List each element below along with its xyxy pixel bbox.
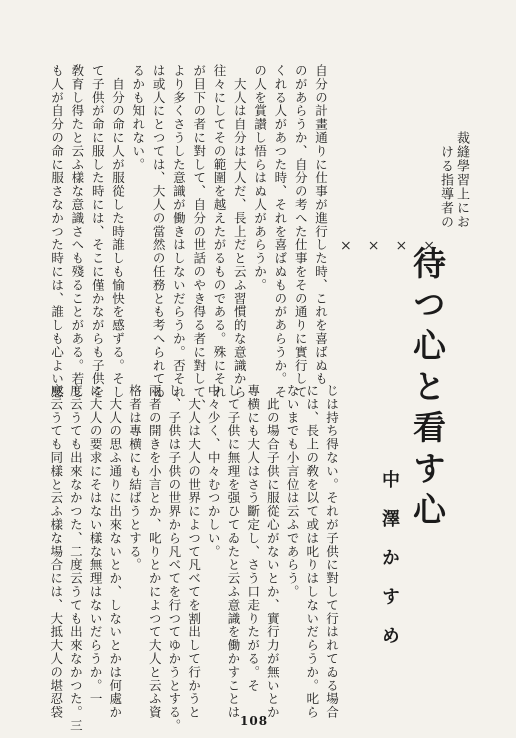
upper-column-4: の人を賞讃し悟らはぬ人があらうか。 xyxy=(252,64,268,292)
lower-column-3: ないまでも小言位は云ふであらう。 xyxy=(285,384,301,599)
upper-column-2: のがあらうか、自分の考へた仕事をその通りに實行して xyxy=(293,64,309,399)
article-title: 待つ心と看す心 xyxy=(408,246,447,533)
subtitle-line-1: 裁縫學習上にお xyxy=(454,131,469,229)
lower-column-2: には、長上の敎を以て或は叱りはしないだらうか。叱ら xyxy=(304,384,320,719)
lower-column-6: して子供に無理を强ひてゐたと云ふ意識を働かすことは xyxy=(226,384,241,719)
lower-column-10: 兩者の開きを小言とか、叱りとかによつて大人と云ふ資 xyxy=(147,384,163,719)
upper-column-3: くれる人があつた時、それを喜ばぬものがあらうか。そ xyxy=(272,64,288,399)
lower-column-14: 度云うても出來なかつた、二度云うても出來なかつた。三 xyxy=(68,384,84,733)
lower-column-7: 中々少く、中々むつかしい。 xyxy=(206,384,222,559)
lower-column-11: 格者は專横にも結ばうとする。 xyxy=(127,384,143,572)
upper-column-11: 自分の命に人が服從した時誰しも愉快を感ずる。そし xyxy=(110,64,126,399)
article-author: 中澤かすめ xyxy=(379,470,400,665)
upper-column-7: が目下の者に對して、自分の世話のやき得る者に對して、 xyxy=(191,64,207,413)
upper-column-6: 往々にしてその範圍を越えたがるものである。殊にそれ xyxy=(212,64,227,399)
lower-column-9: し、子供は子供の世界から凡べてを行つてゆかうとする。 xyxy=(166,384,182,733)
upper-column-8: より多くさうした意識が働きはしないだらうか。否それ xyxy=(171,64,187,399)
section-separator-marks: ×××× xyxy=(340,238,451,254)
lower-column-1: じは持ち得ない。それが子供に對して行はれてゐる場合 xyxy=(324,384,340,719)
page-number: 108 xyxy=(240,714,269,728)
lower-column-13: に大人の要求にそはない樣な無理はないだらうか。一 xyxy=(88,384,104,706)
lower-column-15: 度云うても同樣と云ふ樣な場合には、大抵大人の堪忍袋 xyxy=(48,384,64,719)
lower-column-4: 此の場合子供に服從心がないとか、實行力が無いとか xyxy=(265,384,281,719)
lower-column-12: 大人の思ふ通りに出來ないとか、しないとかは何處か xyxy=(107,384,123,719)
upper-column-5: 大人は自分は大人だ、長上だと云ふ習慣的な意識から xyxy=(232,64,248,399)
upper-column-14: も人が自分の命に服さなかつた時には、誰しも心よい感 xyxy=(49,64,65,399)
upper-column-13: 敎育し得たと云ふ樣な意識さへも殘ることがある。若し xyxy=(69,64,85,399)
upper-column-10: るかも知れない。 xyxy=(130,64,146,172)
lower-column-8: 大人は大人の世界によつて凡べてを割出して行かうと xyxy=(186,384,202,719)
upper-column-1: 自分の計畫通りに仕事が進行した時、これを喜ばぬも xyxy=(313,64,329,386)
subtitle-line-2: ける指導者の xyxy=(438,145,453,229)
upper-column-12: て子供が命に服した時には、そこに僅かながらも子供を xyxy=(90,64,106,399)
upper-column-9: は或人にとつては、大人の當然の任務とも考へられてゐ xyxy=(151,64,167,399)
lower-column-5: 專横にも大人はさう斷定し、さう口走りたがる。そ xyxy=(245,384,261,693)
